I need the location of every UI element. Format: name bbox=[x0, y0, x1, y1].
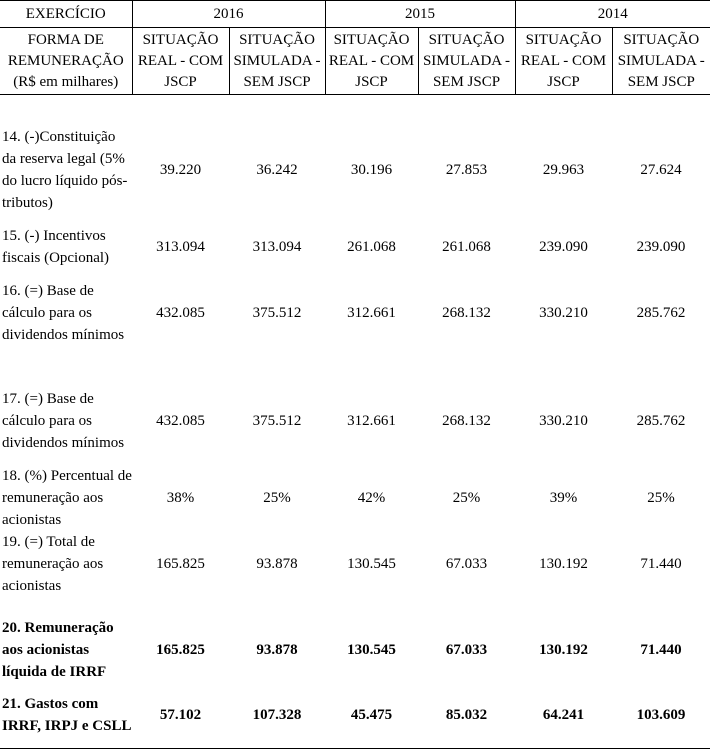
table-row bbox=[0, 269, 710, 357]
spacer-row bbox=[0, 597, 710, 617]
cell-value: 313.094 bbox=[252, 238, 302, 255]
cell-value: 165.825 bbox=[156, 555, 205, 572]
table-row bbox=[0, 465, 710, 531]
cell-value: 36.242 bbox=[256, 161, 298, 178]
cell-value: 130.545 bbox=[347, 555, 396, 572]
cell-value: 285.762 bbox=[636, 304, 686, 321]
cell-value: 312.661 bbox=[347, 412, 396, 429]
cell-value: 239.090 bbox=[539, 238, 588, 255]
cell-value: 25% bbox=[647, 489, 675, 506]
cell-value: 27.853 bbox=[445, 161, 488, 178]
cell-value: 239.090 bbox=[636, 238, 686, 255]
row-label: 20. Remuneração aos acionistas líquida de IRRF bbox=[2, 619, 114, 680]
row-label: 17. (=) Base de cálculo para os dividendos mínimos bbox=[2, 390, 125, 451]
cell-value: 71.440 bbox=[640, 555, 682, 572]
sim-2014-header: SITUAÇÃO SIMULADA - SEM JSCP bbox=[612, 28, 710, 95]
real-2016-header: SITUAÇÃO REAL - COM JSCP bbox=[132, 28, 229, 95]
table-row bbox=[0, 115, 710, 225]
row-label: 15. (-) Incentivos fiscais (Opcional) bbox=[2, 227, 110, 266]
cell-value: 38% bbox=[166, 489, 195, 506]
cell-value: 261.068 bbox=[347, 238, 396, 255]
year-2014-header: 2014 bbox=[515, 1, 710, 28]
cell-value: 25% bbox=[263, 489, 291, 506]
cell-value: 330.210 bbox=[539, 304, 588, 321]
cell-value: 130.545 bbox=[347, 641, 396, 658]
sim-2016-header: SITUAÇÃO SIMULADA - SEM JSCP bbox=[229, 28, 325, 95]
cell-value: 375.512 bbox=[252, 304, 302, 321]
cell-value: 432.085 bbox=[156, 412, 205, 429]
cell-value: 107.328 bbox=[229, 683, 325, 749]
row-label: 16. (=) Base de cálculo para os dividendos mínimos bbox=[2, 282, 125, 343]
cell-value: 71.440 bbox=[640, 641, 682, 658]
cell-value: 268.132 bbox=[442, 304, 491, 321]
cell-value: 165.825 bbox=[156, 641, 205, 658]
cell-value: 57.102 bbox=[132, 683, 229, 749]
table-row bbox=[0, 377, 710, 465]
cell-value: 93.878 bbox=[256, 555, 298, 572]
cell-value: 130.192 bbox=[539, 641, 588, 658]
cell-value: 375.512 bbox=[252, 412, 302, 429]
real-2015-header: SITUAÇÃO REAL - COM JSCP bbox=[325, 28, 418, 95]
year-header-row bbox=[0, 1, 710, 28]
table-row bbox=[0, 683, 710, 749]
cell-value: 67.033 bbox=[445, 641, 488, 658]
table-row bbox=[0, 531, 710, 597]
real-2014-header: SITUAÇÃO REAL - COM JSCP bbox=[515, 28, 612, 95]
cell-value: 130.192 bbox=[539, 555, 588, 572]
exercicio-header: EXERCÍCIO bbox=[0, 1, 132, 28]
sim-2015-header: SITUAÇÃO SIMULADA - SEM JSCP bbox=[418, 28, 515, 95]
table-row bbox=[0, 617, 710, 683]
cell-value: 27.624 bbox=[640, 161, 682, 178]
cell-value: 42% bbox=[357, 489, 386, 506]
row-label: 14. (-)Constituição da reserva legal (5% do lucro líquido pós-tributos) bbox=[2, 128, 128, 211]
row-label: 19. (=) Total de remuneração aos acionistas bbox=[2, 533, 104, 594]
row-label-header: FORMA DE REMUNERAÇÃO (R$ em milhares) bbox=[0, 28, 132, 95]
cell-value: 285.762 bbox=[636, 412, 686, 429]
row-label: 18. (%) Percentual de remuneração aos acionistas bbox=[2, 467, 132, 528]
year-2015-header: 2015 bbox=[325, 1, 515, 28]
cell-value: 268.132 bbox=[442, 412, 491, 429]
cell-value: 312.661 bbox=[347, 304, 396, 321]
cell-value: 45.475 bbox=[325, 683, 418, 749]
cell-value: 39.220 bbox=[159, 161, 202, 178]
cell-value: 67.033 bbox=[445, 555, 488, 572]
spacer-row bbox=[0, 357, 710, 377]
cell-value: 93.878 bbox=[256, 641, 298, 658]
cell-value: 39% bbox=[549, 489, 578, 506]
cell-value: 432.085 bbox=[156, 304, 205, 321]
spacer-row bbox=[0, 95, 710, 115]
cell-value: 261.068 bbox=[442, 238, 491, 255]
cell-value: 103.609 bbox=[612, 683, 710, 749]
cell-value: 29.963 bbox=[542, 161, 585, 178]
table-row bbox=[0, 225, 710, 269]
column-header-row bbox=[0, 28, 710, 95]
row-label: 21. Gastos com IRRF, IRPJ e CSLL bbox=[0, 683, 132, 749]
cell-value: 25% bbox=[452, 489, 481, 506]
cell-value: 64.241 bbox=[515, 683, 612, 749]
year-2016-header: 2016 bbox=[132, 1, 325, 28]
cell-value: 85.032 bbox=[418, 683, 515, 749]
cell-value: 30.196 bbox=[350, 161, 393, 178]
cell-value: 313.094 bbox=[156, 238, 205, 255]
cell-value: 330.210 bbox=[539, 412, 588, 429]
